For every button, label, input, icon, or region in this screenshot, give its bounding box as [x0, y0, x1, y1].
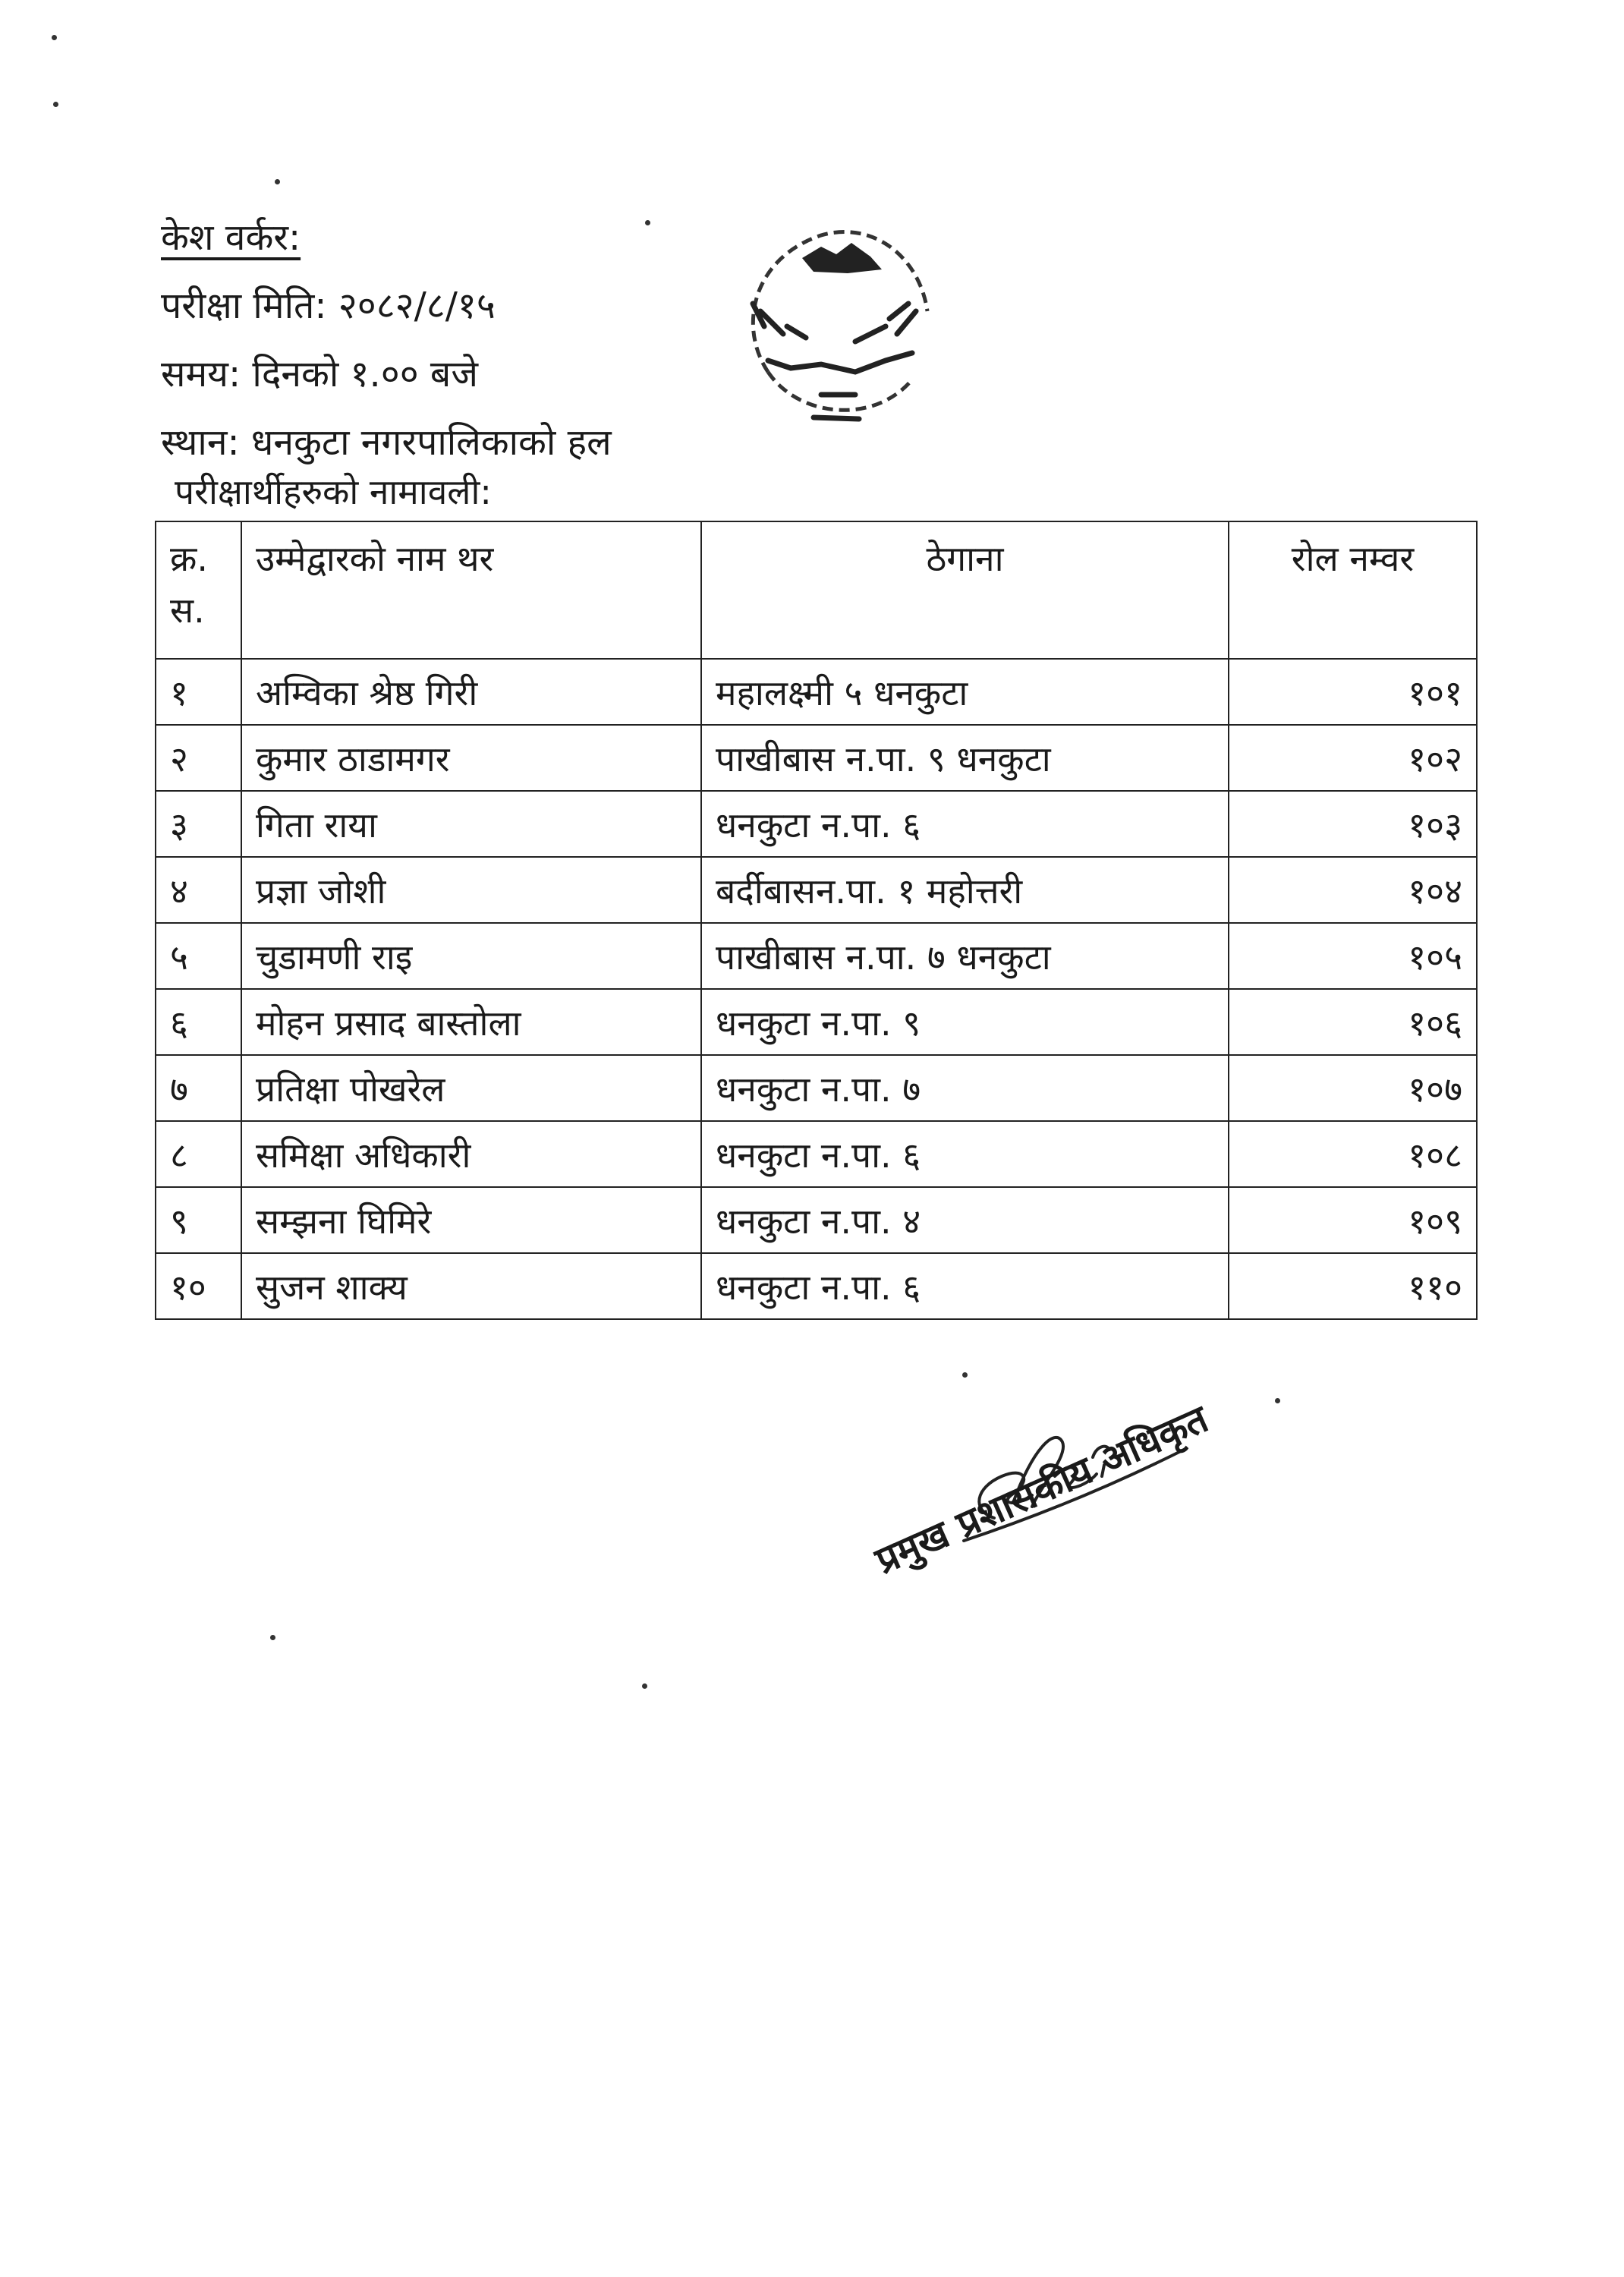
row-roll: ११० — [1229, 1253, 1477, 1319]
table-row — [156, 1121, 1477, 1187]
exam-date: परीक्षा मिति: २०८२/८/१५ — [161, 285, 496, 327]
row-name: चुडामणी राइ — [241, 923, 701, 989]
row-address: बर्दीबासन.पा. १ महोत्तरी — [701, 857, 1229, 923]
row-roll: १०८ — [1229, 1121, 1477, 1187]
municipality-seal — [722, 213, 950, 448]
table-row — [156, 857, 1477, 923]
row-name: सुजन शाक्य — [241, 1253, 701, 1319]
scan-dot — [642, 1683, 647, 1689]
row-address: धनकुटा न.पा. ६ — [701, 791, 1229, 857]
row-name: अम्विका श्रेष्ठ गिरी — [241, 659, 701, 725]
header-serial-line1: क्र. — [170, 538, 208, 579]
row-address: धनकुटा न.पा. ६ — [701, 1253, 1229, 1319]
row-roll: १०९ — [1229, 1187, 1477, 1253]
header-serial — [156, 521, 241, 659]
row-name: प्रज्ञा जोशी — [241, 857, 701, 923]
row-address: पाखीबास न.पा. ९ धनकुटा — [701, 725, 1229, 791]
row-serial: ९ — [156, 1187, 241, 1253]
row-serial: ६ — [156, 989, 241, 1055]
header-serial-line2: स. — [170, 590, 205, 631]
table-row — [156, 1055, 1477, 1121]
row-address: महालक्ष्मी ५ धनकुटा — [701, 659, 1229, 725]
scan-dot — [270, 1635, 275, 1640]
table-header-row — [156, 521, 1477, 659]
row-roll: १०७ — [1229, 1055, 1477, 1121]
header-address: ठेगाना — [701, 521, 1229, 659]
row-serial: ५ — [156, 923, 241, 989]
table-row — [156, 923, 1477, 989]
scan-dot — [53, 102, 58, 107]
row-address: धनकुटा न.पा. ४ — [701, 1187, 1229, 1253]
row-serial: ७ — [156, 1055, 241, 1121]
row-serial: ४ — [156, 857, 241, 923]
row-address: धनकुटा न.पा. ९ — [701, 989, 1229, 1055]
row-name: मोहन प्रसाद बास्तोला — [241, 989, 701, 1055]
table-row — [156, 791, 1477, 857]
row-roll: १०२ — [1229, 725, 1477, 791]
candidate-table — [155, 521, 1478, 1320]
candidate-list-title: परीक्षार्थीहरुको नामावली: — [175, 471, 492, 512]
table-row — [156, 989, 1477, 1055]
row-serial: २ — [156, 725, 241, 791]
row-roll: १०३ — [1229, 791, 1477, 857]
scan-dot — [1275, 1398, 1280, 1403]
scan-dot — [275, 179, 280, 184]
row-address: धनकुटा न.पा. ६ — [701, 1121, 1229, 1187]
row-serial: १ — [156, 659, 241, 725]
row-name: गिता राया — [241, 791, 701, 857]
table-row — [156, 1253, 1477, 1319]
scan-dot — [962, 1372, 968, 1378]
row-roll: १०६ — [1229, 989, 1477, 1055]
row-name: सम्झना घिमिरे — [241, 1187, 701, 1253]
header-name: उम्मेद्वारको नाम थर — [241, 521, 701, 659]
row-serial: ८ — [156, 1121, 241, 1187]
exam-time: समय: दिनको १.०० बजे — [161, 353, 478, 395]
row-serial: १० — [156, 1253, 241, 1319]
row-roll: १०५ — [1229, 923, 1477, 989]
row-roll: १०४ — [1229, 857, 1477, 923]
row-address: धनकुटा न.पा. ७ — [701, 1055, 1229, 1121]
table-row — [156, 1187, 1477, 1253]
row-roll: १०१ — [1229, 659, 1477, 725]
row-name: प्रतिक्षा पोखरेल — [241, 1055, 701, 1121]
row-name: समिक्षा अधिकारी — [241, 1121, 701, 1187]
row-name: कुमार ठाडामगर — [241, 725, 701, 791]
signatory-title: प्रमुख प्रशासकीय अधिकृत — [869, 1397, 1215, 1583]
scan-dot — [52, 35, 57, 40]
table-row — [156, 725, 1477, 791]
exam-venue: स्थान: धनकुटा नगरपालिकाको हल — [161, 421, 612, 464]
header-roll: रोल नम्वर — [1229, 521, 1477, 659]
post-title: केश वर्कर: — [161, 216, 301, 259]
table-row — [156, 659, 1477, 725]
row-serial: ३ — [156, 791, 241, 857]
row-address: पाखीबास न.पा. ७ धनकुटा — [701, 923, 1229, 989]
